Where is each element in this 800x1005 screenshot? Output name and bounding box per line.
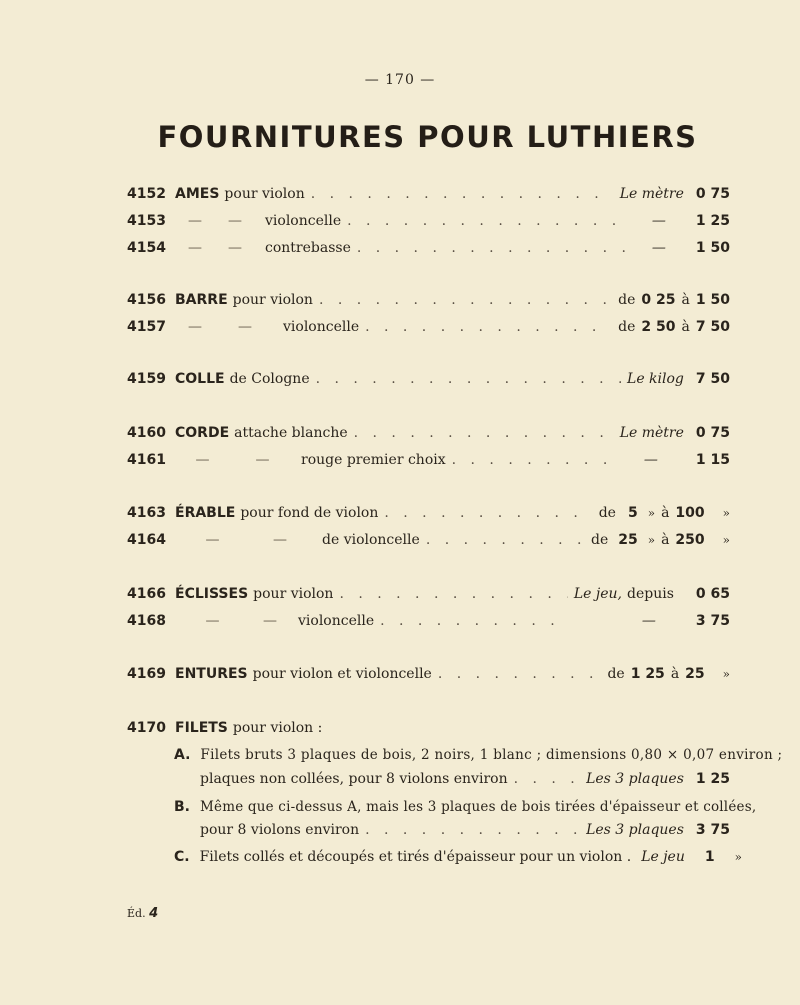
entry-number: 4153 <box>127 213 166 229</box>
entry-row-4156 <box>127 292 730 316</box>
edition-mark <box>127 906 158 921</box>
entry-description: de violoncelle <box>322 532 420 548</box>
ditto-dash: — <box>188 213 202 229</box>
leader-dots <box>438 666 602 682</box>
sub-price: 1 25 <box>695 771 730 787</box>
entry-number: 4163 <box>127 505 166 521</box>
entry-number: 4156 <box>127 292 166 308</box>
entry-number: 4152 <box>127 186 166 202</box>
leader-dots <box>357 240 628 256</box>
entry-number: 4160 <box>127 425 166 441</box>
guillemet: » <box>722 506 730 520</box>
entry-description: rouge premier choix <box>301 452 446 468</box>
price-max: 7 50 <box>695 319 730 335</box>
ditto-dash: — <box>195 452 210 468</box>
price-max: 1 50 <box>695 292 730 308</box>
entry-description: pour violon <box>232 292 313 308</box>
price-range <box>618 292 730 308</box>
price-max: 25 <box>685 666 705 682</box>
page-title: FOURNITURES POUR LUTHIERS <box>157 120 698 154</box>
price-to-label: à <box>681 292 690 308</box>
entry-price: 7 50 <box>695 371 730 387</box>
entry-keyword: AMES <box>175 186 220 202</box>
leader-dots <box>365 822 580 838</box>
sub-description: Filets collés et découpés et tirés d'épaisseur pour un violon . <box>199 849 632 865</box>
entry-number: 4170 <box>127 720 166 736</box>
filets-a-line1 <box>174 747 783 771</box>
leader-dots <box>354 425 614 441</box>
leader-dots <box>316 371 621 387</box>
entry-number: 4168 <box>127 613 166 629</box>
leader-dots <box>452 452 620 468</box>
sub-price: 1 <box>704 849 715 865</box>
leader-dots <box>311 186 614 202</box>
entry-number: 4159 <box>127 371 166 387</box>
price-min: 2 50 <box>641 319 676 335</box>
price-max: 100 <box>675 505 705 521</box>
entry-number: 4157 <box>127 319 166 335</box>
entry-row-4157 <box>127 319 730 343</box>
entry-row-4170 <box>127 720 730 744</box>
sub-unit: Le jeu <box>641 849 685 865</box>
price-to-label: à <box>681 319 690 335</box>
entry-description: violoncelle <box>283 319 360 335</box>
ditto-dash: — <box>228 213 242 229</box>
edition-number: 4 <box>149 906 159 921</box>
price-from-label: de <box>598 505 616 521</box>
guillemet: » <box>647 506 656 520</box>
sub-unit: Les 3 plaques <box>586 822 684 838</box>
entry-unit: Le mètre <box>619 425 684 441</box>
ditto-dash: — <box>255 452 270 468</box>
entry-row-4161 <box>127 452 730 476</box>
leader-dots <box>384 505 592 521</box>
entry-price: 3 75 <box>695 613 730 629</box>
entry-unit: Le mètre <box>619 186 684 202</box>
sub-description: plaques non collées, pour 8 violons environ <box>200 771 508 787</box>
entry-description: violoncelle <box>265 213 342 229</box>
entry-description: de Cologne <box>229 371 310 387</box>
filets-b-line1 <box>174 799 757 823</box>
entry-number: 4169 <box>127 666 166 682</box>
ditto-dash: — <box>205 532 220 548</box>
price-min: 5 <box>627 505 638 521</box>
sub-letter: C. <box>174 849 190 865</box>
guillemet: » <box>734 850 742 864</box>
price-from-label: de <box>618 319 636 335</box>
price-range <box>591 532 730 548</box>
price-min: 1 25 <box>630 666 665 682</box>
sub-description: Filets bruts 3 plaques de bois, 2 noirs, 1 blanc ; dimensions 0,80 × 0,07 environ ; <box>200 747 783 763</box>
entry-number: 4166 <box>127 586 166 602</box>
entry-price: 1 25 <box>695 213 730 229</box>
entry-row-4169 <box>127 666 730 690</box>
sub-description: Même que ci-dessus A, mais les 3 plaques de bois tirées d'épaisseur et collées, <box>200 799 757 815</box>
entry-description: pour violon : <box>232 720 323 736</box>
guillemet: » <box>647 533 656 547</box>
entry-unit: — <box>643 452 658 468</box>
guillemet: » <box>722 533 730 547</box>
entry-keyword: COLLE <box>175 371 225 387</box>
price-to-label: à <box>670 666 680 682</box>
entry-price: 0 65 <box>695 586 730 602</box>
entry-price: 1 15 <box>695 452 730 468</box>
entry-row-4166 <box>127 586 730 610</box>
entry-row-4159 <box>127 371 730 395</box>
filets-a-line2 <box>200 771 730 795</box>
entry-number: 4161 <box>127 452 166 468</box>
ditto-dash: — <box>238 319 252 335</box>
entry-price: 0 75 <box>695 186 730 202</box>
price-min: 25 <box>618 532 638 548</box>
leader-dots <box>426 532 585 548</box>
sub-letter: A. <box>174 747 191 763</box>
ditto-dash: — <box>273 532 287 548</box>
guillemet: » <box>722 667 730 681</box>
leader-dots <box>319 292 612 308</box>
entry-row-4154 <box>127 240 730 264</box>
entry-row-4164 <box>127 532 730 556</box>
price-min: 0 25 <box>641 292 676 308</box>
leader-dots <box>339 586 567 602</box>
entry-row-4160 <box>127 425 730 449</box>
ditto-dash: — <box>263 613 277 629</box>
price-to-label: à <box>661 532 670 548</box>
price-range <box>618 319 730 335</box>
entry-unit-suffix: depuis <box>627 586 674 602</box>
entry-keyword: BARRE <box>175 292 228 308</box>
entry-row-4153 <box>127 213 730 237</box>
entry-unit: — <box>651 240 666 256</box>
entry-keyword: ÉCLISSES <box>175 586 249 602</box>
ditto-dash: — <box>188 240 202 256</box>
entry-description: pour violon <box>253 586 334 602</box>
ditto-dash: — <box>188 319 202 335</box>
entry-description: attache blanche <box>234 425 348 441</box>
leader-dots <box>514 771 580 787</box>
edition-label: Éd. <box>127 907 146 920</box>
entry-unit: — <box>641 613 656 629</box>
entry-description: pour fond de violon <box>240 505 379 521</box>
leader-dots <box>380 613 564 629</box>
price-max: 250 <box>675 532 705 548</box>
page-number: — 170 — <box>364 72 436 88</box>
entry-keyword: ENTURES <box>175 666 248 682</box>
entry-unit: — <box>651 213 666 229</box>
entry-unit: Le jeu, <box>573 586 622 602</box>
filets-b-line2 <box>200 822 730 846</box>
entry-description: contrebasse <box>265 240 351 256</box>
entry-number: 4164 <box>127 532 166 548</box>
leader-dots <box>365 319 612 335</box>
entry-description: violoncelle <box>298 613 375 629</box>
price-from-label: de <box>590 532 609 548</box>
entry-keyword: CORDE <box>175 425 230 441</box>
filets-c-line <box>174 849 742 873</box>
entry-row-4163 <box>127 505 730 529</box>
price-from-label: de <box>618 292 636 308</box>
entry-price: 0 75 <box>695 425 730 441</box>
entry-unit: Le kilog <box>627 371 684 387</box>
sub-price: 3 75 <box>695 822 730 838</box>
entry-row-4152 <box>127 186 730 210</box>
entry-number: 4154 <box>127 240 166 256</box>
sub-unit: Les 3 plaques <box>586 771 684 787</box>
ditto-dash: — <box>228 240 242 256</box>
entry-keyword: FILETS <box>175 720 228 736</box>
sub-description: pour 8 violons environ <box>200 822 360 838</box>
entry-price: 1 50 <box>695 240 730 256</box>
price-to-label: à <box>661 505 670 521</box>
ditto-dash: — <box>205 613 220 629</box>
price-range <box>599 505 730 521</box>
price-range <box>607 666 730 682</box>
entry-row-4168 <box>127 613 730 637</box>
leader-dots <box>347 213 628 229</box>
entry-description: pour violon <box>224 186 305 202</box>
entry-description: pour violon et violoncelle <box>252 666 432 682</box>
sub-letter: B. <box>174 799 190 815</box>
entry-keyword: ÉRABLE <box>175 505 236 521</box>
price-from-label: de <box>607 666 625 682</box>
